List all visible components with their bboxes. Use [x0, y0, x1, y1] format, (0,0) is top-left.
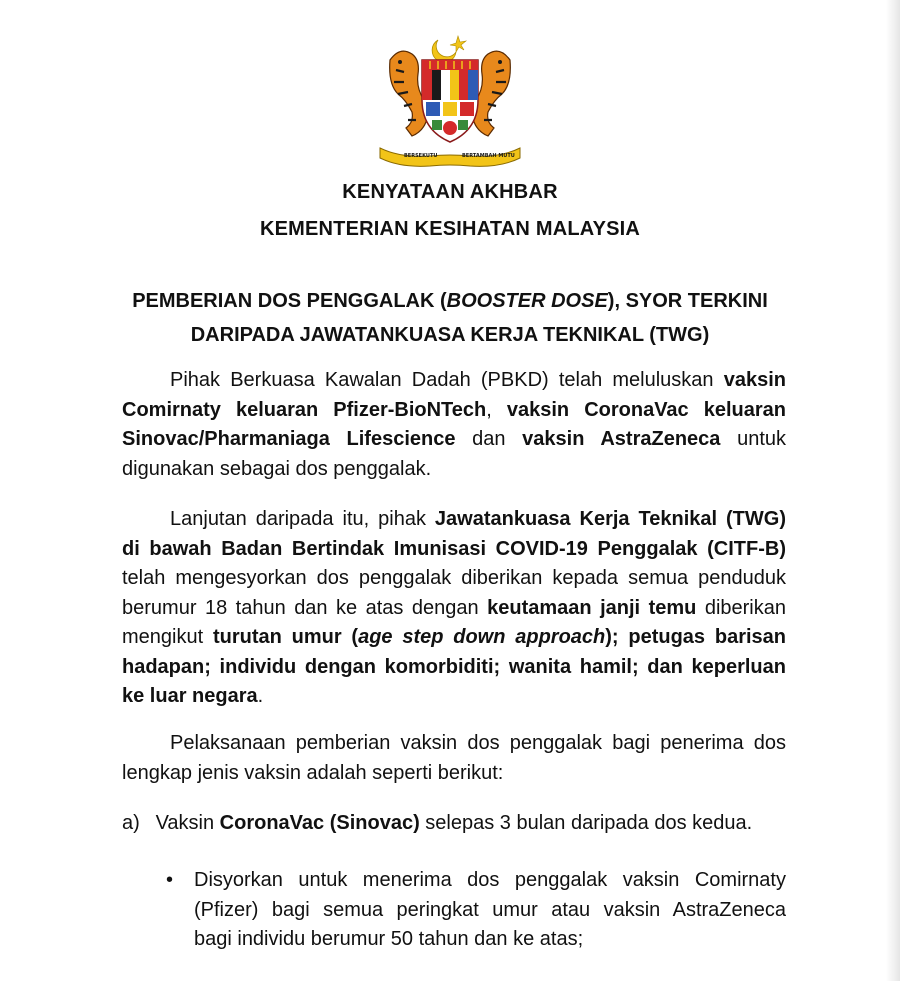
bullet-text	[194, 866, 786, 955]
list-item-label: a)	[122, 812, 140, 834]
paragraph-line: Comirnaty keluaran Pfizer-BioNTech, vaksin CoronaVac keluaran	[122, 398, 786, 421]
title-line-2: DARIPADA JAWATANKUASA KERJA TEKNIKAL (TWG)	[190, 324, 710, 346]
paragraph-twg-recommendation	[122, 505, 786, 712]
svg-text:BERTAMBAH MUTU: BERTAMBAH MUTU	[462, 153, 515, 159]
paragraph-line: di bawah Badan Bertindak Imunisasi COVID-19 Penggalak (CITF-B)	[122, 537, 786, 560]
paragraph-line: digunakan sebagai dos penggalak.	[122, 457, 432, 480]
page-edge-shadow	[886, 0, 900, 981]
paragraph-line: Sinovac/Pharmaniaga Lifescience dan vaksin AstraZeneca untuk	[122, 428, 787, 450]
title-line-1: PEMBERIAN DOS PENGGALAK (BOOSTER DOSE), SYOR TERKINI	[132, 290, 768, 312]
bullet-icon: •	[166, 869, 174, 891]
paragraph-implementation	[122, 729, 786, 788]
bullet-line: Disyorkan untuk menerima dos penggalak vaksin Comirnaty	[194, 869, 786, 891]
ministry-name: KEMENTERIAN KESIHATAN MALAYSIA	[259, 218, 641, 240]
paragraph-line: telah mengesyorkan dos penggalak diberikan kepada semua penduduk	[122, 567, 786, 589]
bullet-line: (Pfizer) bagi semua peringkat umur atau vaksin AstraZeneca	[194, 898, 786, 921]
list-item-a: a) Vaksin CoronaVac (Sinovac) selepas 3 bulan daripada dos kedua.	[122, 812, 753, 834]
paragraph-line: mengikut turutan umur (age step down approach); petugas barisan	[122, 626, 786, 648]
paragraph-line: hadapan; individu dengan komorbiditi; wanita hamil; dan keperluan	[122, 655, 786, 678]
bullet-line: bagi individu berumur 50 tahun dan ke atas;	[194, 928, 584, 950]
press-release-title	[100, 284, 800, 352]
paragraph-approval	[122, 366, 786, 484]
malaysia-coat-of-arms-logo	[370, 30, 530, 170]
press-release-label: KENYATAAN AKHBAR	[342, 181, 558, 203]
paragraph-line: Pelaksanaan pemberian vaksin dos penggalak bagi penerima dos	[170, 732, 786, 754]
paragraph-line: ke luar negara.	[122, 685, 264, 707]
paragraph-line: Lanjutan daripada itu, pihak Jawatankuasa Kerja Teknikal (TWG)	[170, 508, 786, 530]
paragraph-line: berumur 18 tahun dan ke atas dengan keutamaan janji temu diberikan	[122, 596, 786, 619]
paragraph-line: Pihak Berkuasa Kawalan Dadah (PBKD) telah meluluskan vaksin	[170, 369, 786, 391]
paragraph-line: lengkap jenis vaksin adalah seperti berikut:	[122, 761, 504, 784]
svg-text:BERSEKUTU: BERSEKUTU	[404, 153, 438, 159]
